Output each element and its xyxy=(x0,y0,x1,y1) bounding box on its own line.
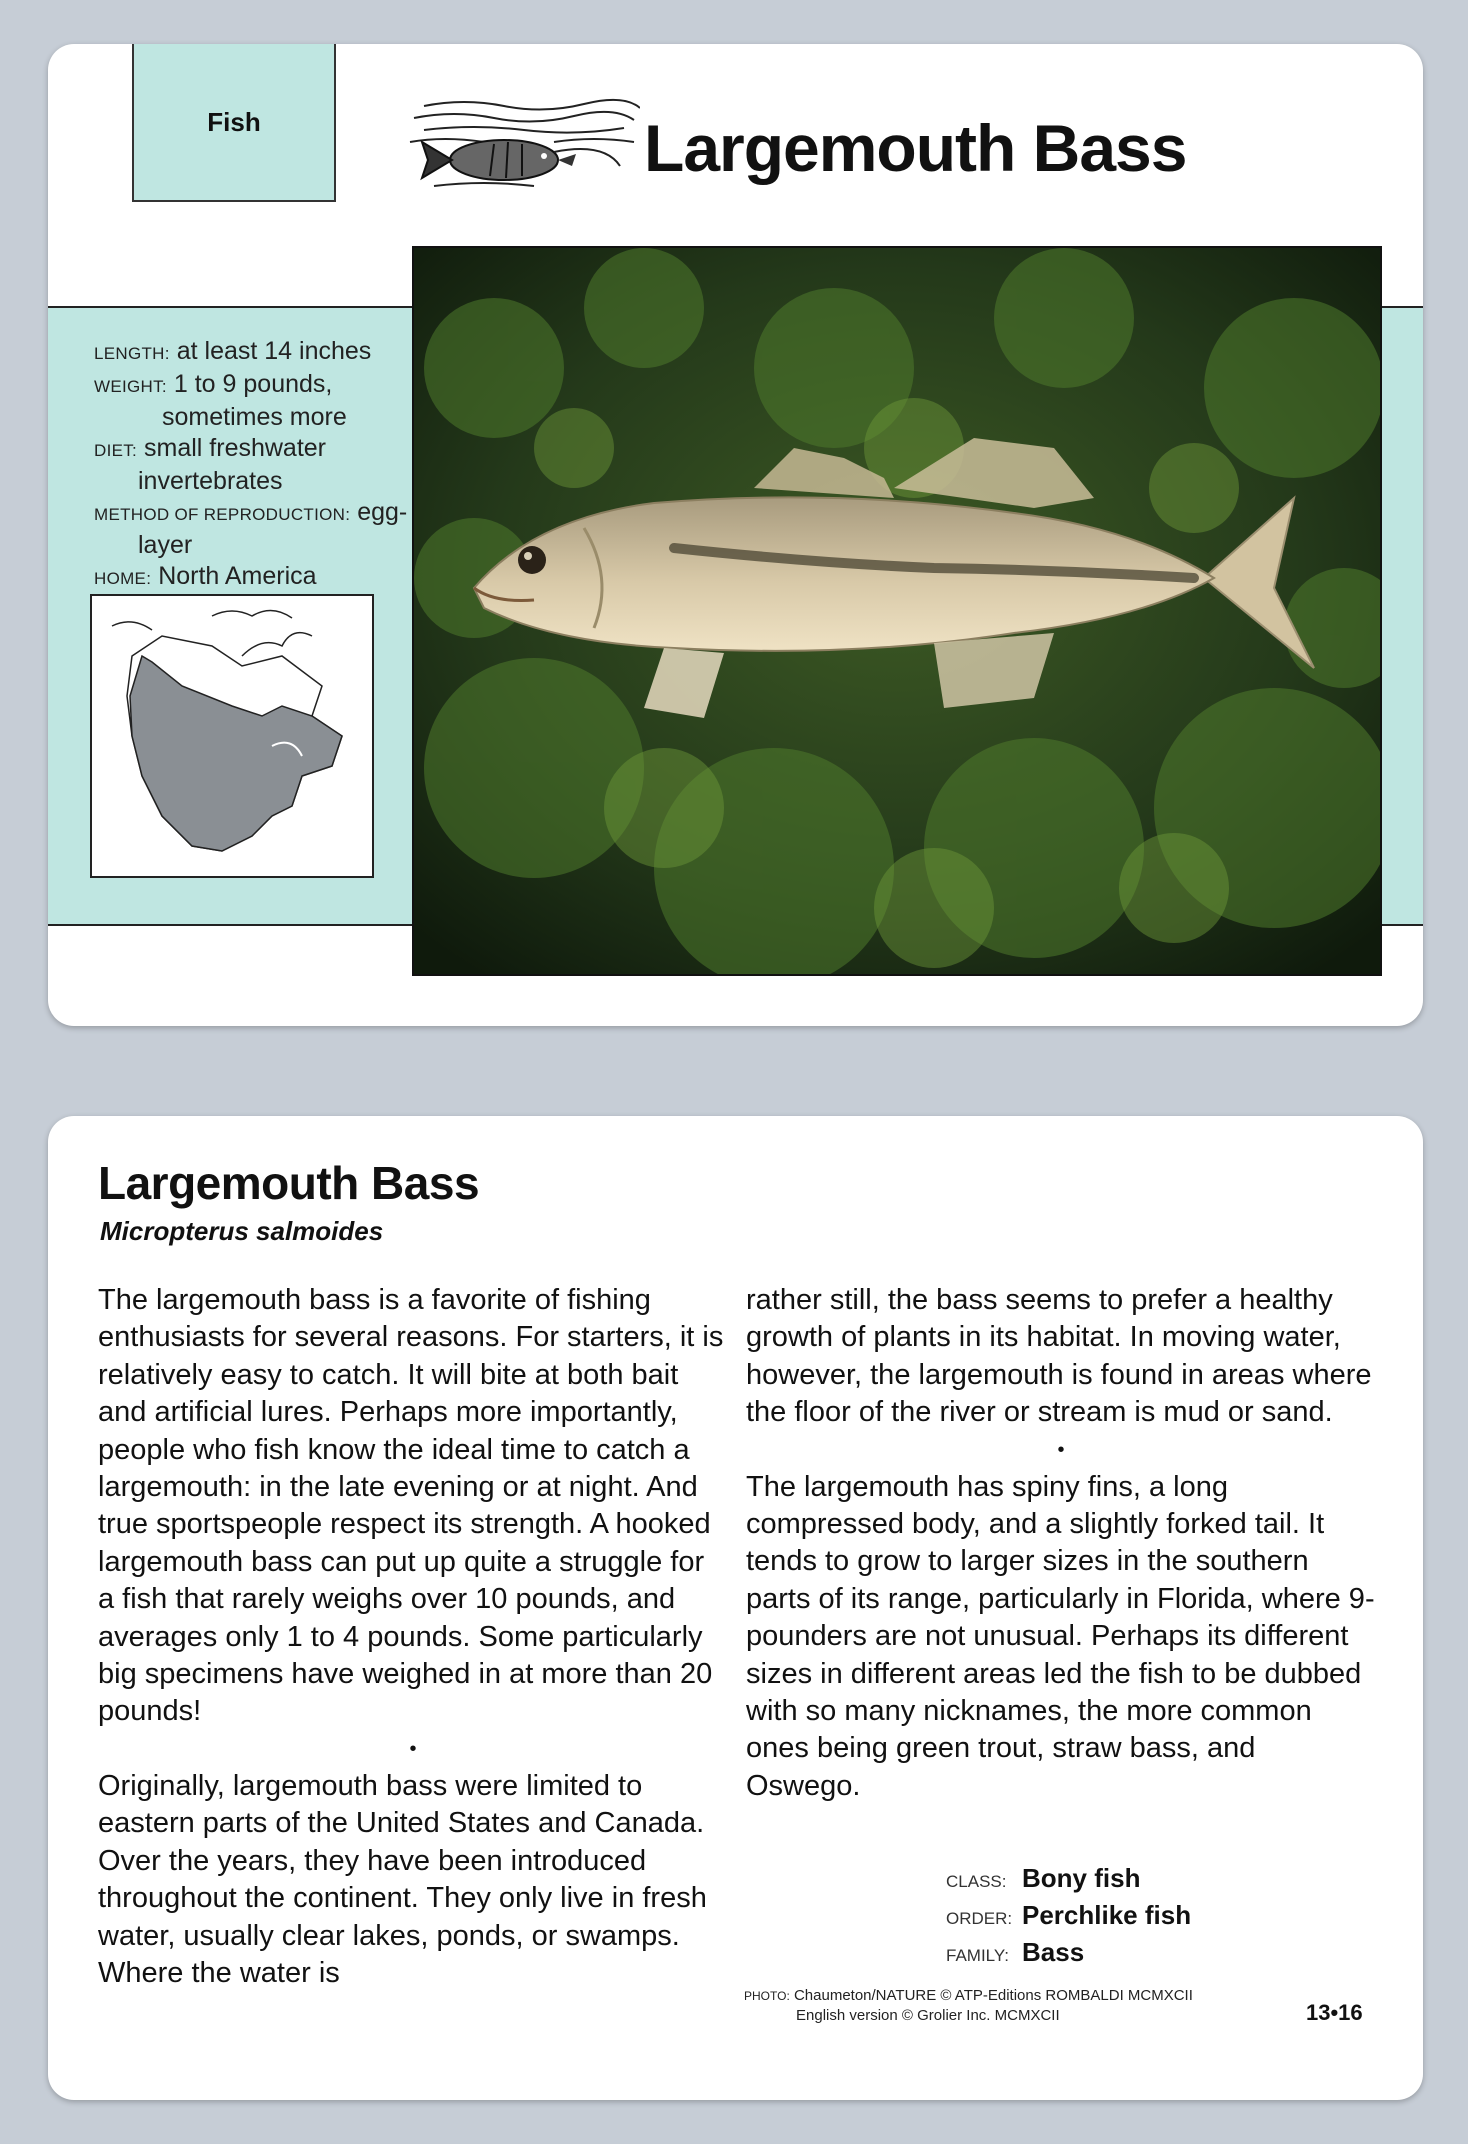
weight-value: 1 to 9 pounds, xyxy=(173,370,333,398)
credit-line-2: English version © Grolier Inc. MCMXCII xyxy=(796,2007,1060,2024)
family-value: Bass xyxy=(1022,1937,1085,1967)
paragraph: Originally, largemouth bass were limited to eastern parts of the United States and Canada. Over the years, they have been introduced throughout the continent. They only live in fresh water, usually clear lakes, ponds, or swamps. Where the water is xyxy=(98,1769,707,1989)
card-number: 13•16 xyxy=(1306,2000,1363,2025)
length-label: LENGTH: xyxy=(94,344,170,363)
largemouth-bass-photo xyxy=(414,248,1380,974)
home-value: North America xyxy=(158,562,317,590)
family-label: FAMILY: xyxy=(946,1946,1009,1965)
home-label: HOME: xyxy=(94,569,152,588)
reproduction-value-cont: layer xyxy=(138,531,193,559)
paragraph: The largemouth has spiny fins, a long compressed body, and a slightly forked tail. It tends to grow to larger sizes in the southern parts of its range, particularly in Florida, where 9-pounders are not unusual. Perhaps its different sizes in different areas led the fish to be dubbed with so many nicknames, the more common ones being green trout, straw bass, and Oswego. xyxy=(746,1470,1375,1802)
class-value: Bony fish xyxy=(1022,1863,1141,1893)
reproduction-value: egg- xyxy=(357,498,408,526)
classification-table xyxy=(946,1862,1191,1973)
category-box xyxy=(132,44,336,202)
credit-line-1: Chaumeton/NATURE © ATP-Editions ROMBALDI MCMXCII xyxy=(793,1987,1193,2004)
photo-label: PHOTO: xyxy=(744,1989,790,2003)
photo-credits xyxy=(744,1986,1193,2026)
fish-in-water-icon xyxy=(404,96,640,196)
weight-label: WEIGHT: xyxy=(94,377,167,396)
front-card xyxy=(48,44,1423,1026)
paragraph: rather still, the bass seems to prefer a healthy growth of plants in its habitat. In moving water, however, the largemouth is found in areas where the floor of the river or stream is mud or sand. xyxy=(746,1284,1372,1429)
order-value: Perchlike fish xyxy=(1022,1900,1192,1930)
section-separator: • xyxy=(409,1737,417,1760)
section-separator: • xyxy=(1057,1438,1065,1461)
category-label: Fish xyxy=(207,106,261,137)
class-label: CLASS: xyxy=(946,1872,1007,1891)
range-map xyxy=(90,594,374,878)
diet-label: DIET: xyxy=(94,441,138,460)
length-value: at least 14 inches xyxy=(176,337,372,365)
front-title: Largemouth Bass xyxy=(644,111,1187,185)
diet-value-cont: invertebrates xyxy=(138,467,283,495)
paragraph: The largemouth bass is a favorite of fishing enthusiasts for several reasons. For starters, it is relatively easy to catch. It will bite at both bait and artificial lures. Perhaps more importantly, people who fish know the ideal time to catch a largemouth: in the late evening or at night. And true sportspeople respect its strength. A hooked largemouth bass can put up quite a struggle for a fish that rarely weighs over 10 pounds, and averages only 1 to 4 pounds. Some particularly big specimens have weighed in at more than 20 pounds! xyxy=(98,1284,724,1728)
text-column-left xyxy=(98,1282,728,1992)
diet-value: small freshwater xyxy=(144,434,327,462)
fish-photo xyxy=(412,246,1382,976)
text-column-right xyxy=(746,1282,1376,1805)
back-title: Largemouth Bass xyxy=(98,1157,480,1209)
back-card xyxy=(48,1116,1423,2100)
reproduction-label: METHOD OF REPRODUCTION: xyxy=(94,505,351,524)
facts-panel xyxy=(94,336,424,594)
weight-value-cont: sometimes more xyxy=(162,403,347,431)
scientific-name: Micropterus salmoides xyxy=(100,1216,384,1246)
order-label: ORDER: xyxy=(946,1909,1013,1928)
north-america-map xyxy=(92,596,372,876)
